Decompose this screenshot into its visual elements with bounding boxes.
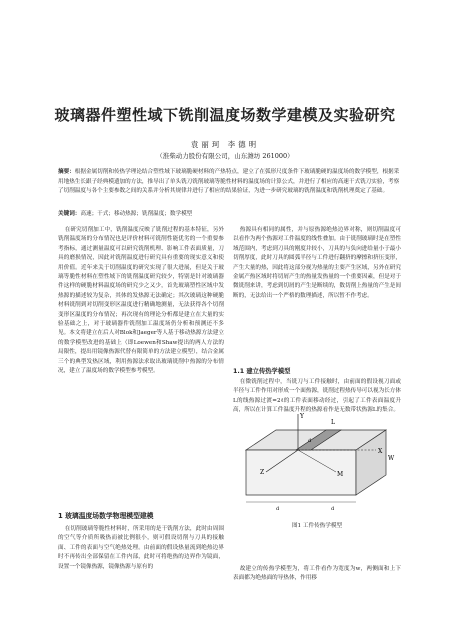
d2-label: d (331, 506, 335, 512)
d1-label: d (276, 506, 280, 512)
x-axis-label: X (378, 448, 383, 455)
workpiece-heat-model-figure (236, 410, 400, 518)
z-axis-label: Z (260, 469, 265, 476)
m-label: M (337, 471, 344, 478)
abstract-text: 根据金属切削和传热学理论结合塑性域下玻璃脆硬材料的产热特点，建立了在弧形尺度条件下玻璃脆硬的温度场的数学模型，根据采用地热生长跟子经典模遗加的方法，推导出了单头铣刀铣削玻璃等脆性材料的温度场的计算公式，并进行了相应的高速干式铣刀实验，考察了切削温度与各个主要参数之间的关系并分析其规律并进行了相应的结果验证，为进一步研究玻璃的铣削温度和铣削机理奠定了基础。 (58, 169, 400, 195)
keywords (58, 210, 400, 219)
keywords-label: 关键词： (58, 211, 81, 217)
paper-affiliation: （淮柴动力股份有限公司，山东潍坊 261000） (156, 152, 294, 160)
keywords-text: 高速；干式；移动热源；铣削温度；数学模型 (80, 211, 193, 217)
intro-paragraph: 在研究切削加工中，铣削温度反映了铣削过程的基本特征，另外铣削温度场的分布情况也是评价材料可铣削性能优劣的一个重要参考指标，通过测量温度可以研究铣削机理、影响工件表面质量，刀具的磨损情况，因此对铣削温度进行研究具有重要的现实意义和使用价值。近年来关于切削温度的研究实现了很大进展，但是关于玻璃等脆性材料在塑性域下的铣削温度研究较少，特别是针对玻璃器件这样的硬脆材料温度场的研究少之又少，首先玻璃塑性区域中发热源的描述较为复杂，其体的发热源无法确定；其次玻璃这种硬脆材料铣削到对切削变形区温度进行精确地测量，无法获得各个切削变形区温度的分布情况；再次现有的理论分析都是建立在大量的实验基础之上，对于玻璃器件铣削加工温度场仍分析和预测还不多见。本文将建立在后人对Blok和Jaeger等人基于移动热源方法建立的数学模型改进的基础上（即Loewen和Shaw提出的两人方法的局限性，提出用镜像热源代替有限简单的方法建立模型），结合金属三个的典型发热区域，利用热源法求取出玻璃铣削中热源的分布情况，建立了温度场的数学模型参考模型。 (58, 227, 224, 375)
abstract (58, 168, 400, 197)
paper-title: 玻璃器件塑性域下铣削温度场数学建模及实验研究 (54, 106, 396, 124)
right-paragraph-1: 热源具有相同的属性，并与原热源绝热边界对称，则切削温度可以看作为两个热源对工件温度的线性叠加。由于铣削玻璃时是在塑性域范围内，考虑到刀具的刚度并较小，刀具的与负向进给量小于最小切削厚度，此时刀具的圆弧半径与工件进行翻挤的摩擦和挤压变形，产生大量的热，因此将这部分视为热量的主要产生区域，另外在研究金属产热区域时将切屑产生的热量发热量的一个重要因素，但是对于微铣削来讲，考虑到切屑的产生是断续的，数切削上热量的产生是间断的，无法给出一个严格的数理描述，所以暂不作考虑。 (233, 227, 401, 299)
y-axis-label: Y (300, 413, 304, 420)
dx-label: d (308, 438, 312, 444)
section-1-heading: 1 玻璃温度场数学物理模型建模 (58, 512, 154, 520)
figure-caption: 图1 工件传热学模型 (291, 523, 343, 529)
section-1-text: 在切削玻璃等脆性材料时，所采用的是干铣削方法，此时由周围的空气等介质所吸热而被比例很小，则可假设切削与刀具的接触面、工件的表面与空气绝热处理。由前面的假设热量流到绝热边界时不再传出全部保留在工件内部，此时可将绝热的边界作为镜面，设置一个镜像热源，镜像热源与原有的 (58, 526, 224, 570)
abstract-label: 摘要： (58, 169, 75, 175)
w-label: W (388, 455, 395, 462)
subsection-1-1-heading: 1.1 建立传热学模型 (233, 368, 291, 375)
right-paragraph-3: 故建立的传热学模型为，将工件看作为宽度为w，两侧面和上下表面都为绝热面的导热体，作用移 (233, 566, 401, 582)
l-label: L (331, 419, 335, 426)
paper-authors: 袁丽珂 李德明 (190, 140, 260, 149)
right-paragraph-2: 在微铣削过程中，当铣刀与工件接触时，由前面的假设视刀面或半径与工件作用对形成一个面热源，铣削过程热传导可以视为长方体L的线热源过渡=2ℓ的工件表面移动经过，引起了工件表面温度升高，所以在计算工件温度升程的热源看作是无数带状热源L的集合。 (233, 379, 401, 414)
